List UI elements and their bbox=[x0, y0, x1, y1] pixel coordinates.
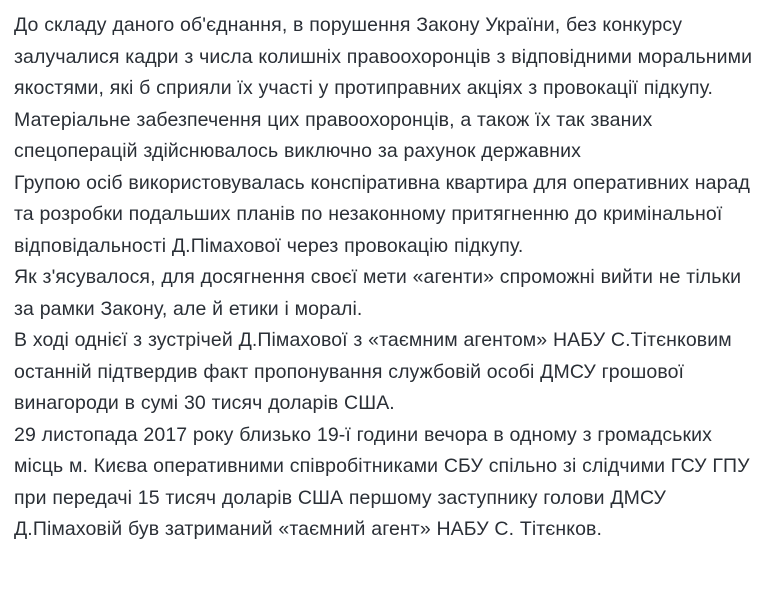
article-paragraph: До складу даного об'єднання, в порушення Закону України, без конкурсу залучалися кадри з числа колишніх правоохоронців з відповідними моральними якостями, які б сприяли їх участі у протиправних акціях з провокації підкупу. Матеріальне забезпечення цих правоохоронців, а також їх так званих спецоперацій здійснювалось виключно за рахунок державних bbox=[14, 14, 753, 162]
article-paragraph: Групою осіб використовувалась конспіративна квартира для оперативних нарад та розробки подальших планів по незаконному притягненню до кримінальної відповідальності Д.Пімахової через провокацію підкупу. bbox=[14, 171, 750, 257]
article-paragraph: Як з'ясувалося, для досягнення своєї мети «агенти» спроможні вийти не тільки за рамки Закону, але й етики і моралі. bbox=[14, 266, 742, 320]
article-paragraph: В ході однієї з зустрічей Д.Пімахової з «таємним агентом» НАБУ С.Тітєнковим останній підтвердив факт пропонування службовій особі ДМСУ грошової винагороди в сумі 30 тисяч доларів США. bbox=[14, 329, 732, 414]
article-paragraph: 29 листопада 2017 року близько 19-ї години вечора в одному з громадських місць м. Києва оперативними співробітниками СБУ спільно зі слідчими ГСУ ГПУ при передачі 15 тисяч доларів США першому заступнику голови ДМСУ Д.Пімаховій був затриманий «таємний агент» НАБУ С. Тітєнков. bbox=[14, 423, 750, 540]
